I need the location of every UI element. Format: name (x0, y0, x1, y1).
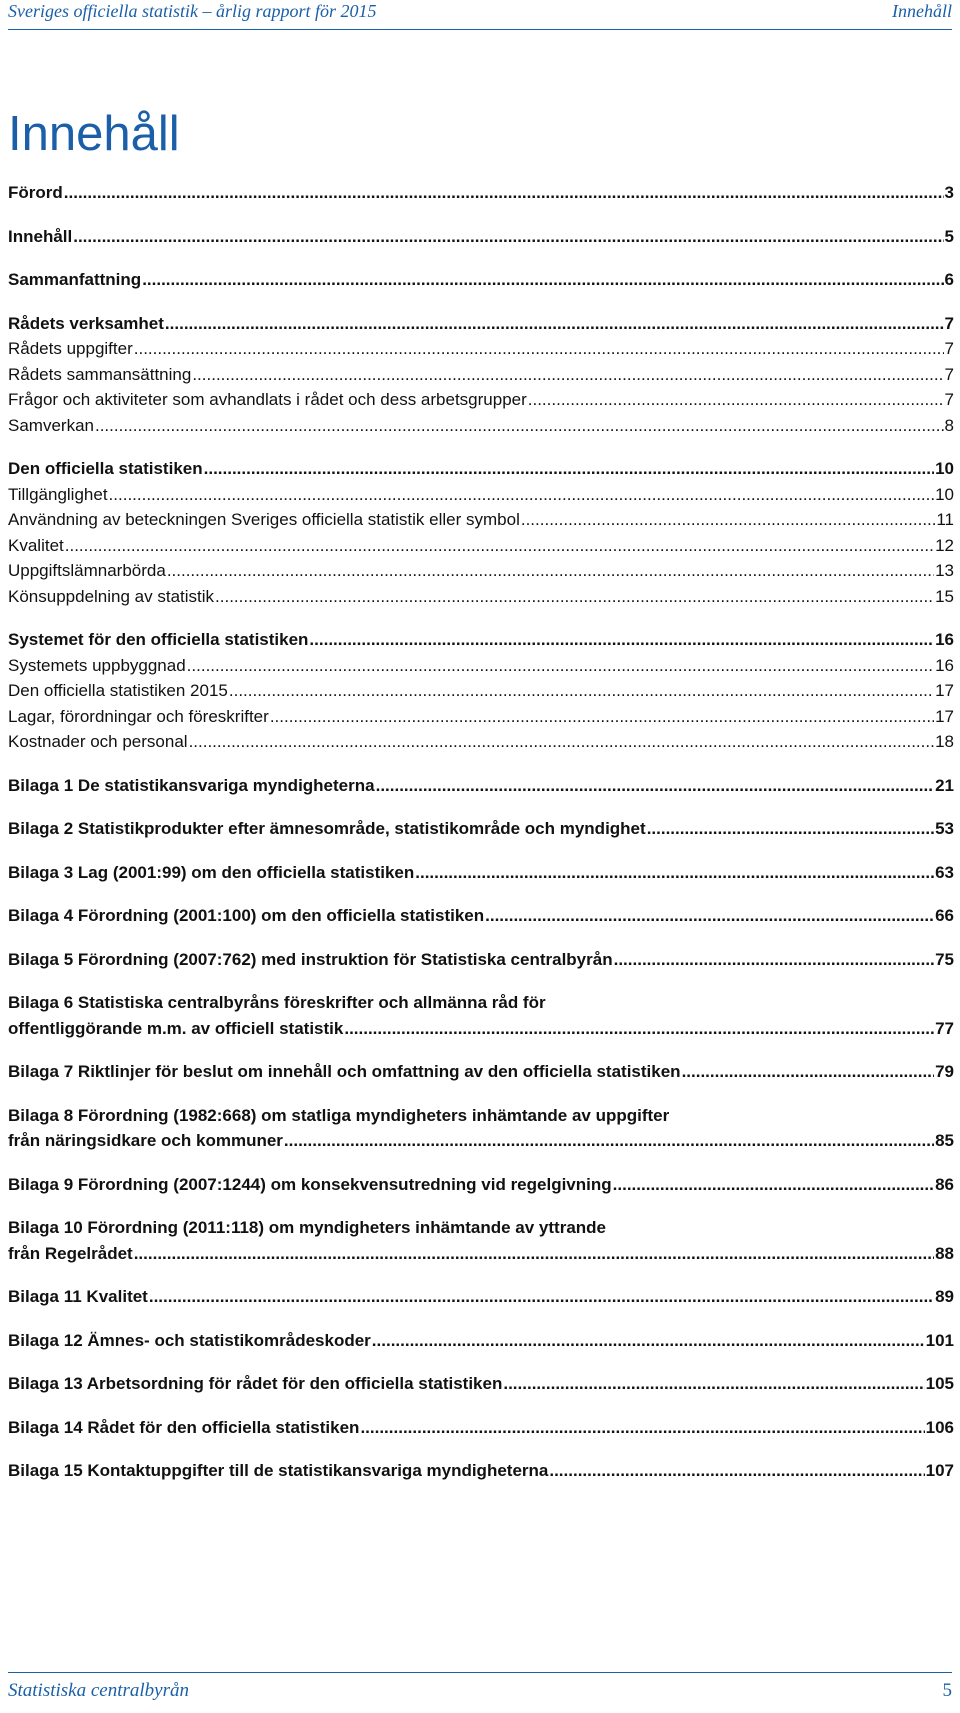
toc-entry-title: Bilaga 1 De statistikansvariga myndigheterna (8, 775, 375, 795)
toc-entry-line (8, 816, 954, 842)
toc-entry-line (8, 1371, 954, 1397)
dot-leader (270, 704, 934, 730)
toc-entry-title: Tillgänglighet (8, 484, 108, 504)
toc-entry-page-number: 7 (944, 390, 954, 409)
toc-entry[interactable] (8, 1172, 954, 1198)
toc-entry-page-number: 101 (925, 1330, 954, 1350)
toc-entry-page-number: 63 (935, 862, 954, 882)
toc-entry-page-number: 77 (935, 1018, 954, 1038)
toc-entry[interactable] (8, 773, 954, 799)
toc-entry[interactable] (8, 627, 954, 653)
toc-entry-title: Den officiella statistiken (8, 459, 203, 478)
toc-entry-page-number: 7 (944, 339, 954, 358)
toc-entry[interactable] (8, 180, 954, 206)
toc-entry-page-number: 85 (935, 1131, 954, 1150)
toc-entry-title-line-1: Bilaga 6 Statistiska centralbyråns föreskrifter och allmänna råd för (8, 993, 546, 1012)
toc-entry-page-number: 10 (935, 484, 954, 504)
toc-entry-title: Systemets uppbyggnad (8, 655, 186, 675)
toc-entry-line (8, 267, 954, 293)
toc-entry[interactable] (8, 903, 954, 929)
toc-entry-line (8, 773, 954, 799)
header-section-name: Innehåll (892, 1, 952, 21)
page-title: Innehåll (8, 107, 180, 161)
toc-entry-line (8, 456, 954, 482)
toc-entry[interactable] (8, 704, 954, 730)
toc-entry-title: Bilaga 4 Förordning (2001:100) om den officiella statistiken (8, 906, 485, 925)
dot-leader (64, 180, 944, 206)
toc-entry-title: Sammanfattning (8, 270, 142, 289)
header-rule (8, 29, 952, 30)
toc-entry-page-number: 106 (925, 1417, 954, 1437)
toc-entry-title-line-1: Bilaga 10 Förordning (2011:118) om myndigheters inhämtande av yttrande (8, 1218, 606, 1237)
toc-entry-title: Den officiella statistiken 2015 (8, 681, 228, 700)
toc-entry-title: Systemet för den officiella statistiken (8, 630, 309, 649)
dot-leader (134, 336, 944, 362)
dot-leader (187, 653, 934, 679)
toc-entry-title: Bilaga 2 Statistikprodukter efter ämnesområde, statistikområde och myndighet (8, 819, 646, 838)
toc-entry-title: Rådets uppgifter (8, 339, 133, 358)
toc-entry[interactable] (8, 482, 954, 508)
toc-entry-title: Rådets verksamhet (8, 313, 164, 333)
toc-entry-page-number: 18 (935, 732, 954, 751)
toc-entry-line (8, 387, 954, 413)
toc-entry-line (8, 1128, 954, 1154)
toc-entry[interactable] (8, 653, 954, 679)
toc-entry[interactable] (8, 678, 954, 704)
toc-entry-title: Lagar, förordningar och föreskrifter (8, 706, 269, 726)
toc-entry[interactable] (8, 456, 954, 482)
toc-entry[interactable] (8, 1059, 954, 1085)
toc-entry[interactable] (8, 507, 954, 533)
toc-entry[interactable] (8, 1458, 954, 1484)
toc-entry-page-number: 7 (944, 313, 954, 333)
toc-entry-page-number: 75 (935, 949, 954, 969)
toc-entry-title: Bilaga 3 Lag (2001:99) om den officiella statistiken (8, 862, 415, 882)
toc-entry-line (8, 860, 954, 886)
table-of-contents (8, 180, 954, 1484)
toc-entry-title: Bilaga 12 Ämnes- och statistikområdeskoder (8, 1330, 371, 1350)
dot-leader (344, 1016, 934, 1042)
toc-entry-title: Bilaga 7 Riktlinjer för beslut om innehåll och omfattning av den officiella statistiken (8, 1062, 681, 1081)
toc-entry-title: Bilaga 15 Kontaktuppgifter till de statistikansvariga myndigheterna (8, 1461, 549, 1480)
toc-entry-line (8, 584, 954, 610)
toc-entry-line (8, 482, 954, 508)
dot-leader (528, 387, 944, 413)
toc-entry-title: Förord (8, 183, 63, 202)
dot-leader (647, 816, 934, 842)
toc-entry-line (8, 729, 954, 755)
toc-entry-page-number: 6 (944, 270, 954, 289)
dot-leader (215, 584, 934, 610)
toc-entry[interactable] (8, 1371, 954, 1397)
dot-leader (682, 1059, 935, 1085)
toc-entry-page-number: 12 (935, 535, 954, 555)
dot-leader (167, 558, 934, 584)
toc-entry[interactable] (8, 413, 954, 439)
toc-entry-line (8, 947, 954, 973)
toc-entry-line (8, 336, 954, 362)
toc-entry[interactable] (8, 1415, 954, 1441)
header-report-title: Sveriges officiella statistik – årlig rapport för 2015 (8, 1, 377, 21)
toc-entry[interactable] (8, 336, 954, 362)
toc-entry-line (8, 362, 954, 388)
toc-entry[interactable] (8, 1215, 954, 1266)
toc-entry-page-number: 89 (935, 1287, 954, 1306)
toc-entry-line (8, 1328, 954, 1354)
toc-entry[interactable] (8, 990, 954, 1041)
toc-entry-line (8, 224, 954, 250)
dot-leader (376, 773, 934, 799)
toc-entry[interactable] (8, 311, 954, 337)
toc-entry[interactable] (8, 387, 954, 413)
dot-leader (142, 267, 943, 293)
dot-leader (192, 362, 943, 388)
toc-entry-line (8, 1458, 954, 1484)
toc-entry-page-number: 88 (935, 1243, 954, 1263)
toc-entry-line (8, 678, 954, 704)
toc-entry-page-number: 7 (944, 364, 954, 384)
toc-entry-page-number: 11 (936, 510, 954, 529)
toc-entry-line (8, 180, 954, 206)
toc-entry-title: Användning av beteckningen Sveriges officiella statistik eller symbol (8, 510, 520, 529)
dot-leader (614, 947, 934, 973)
toc-entry-page-number: 3 (944, 183, 954, 202)
toc-entry-line (8, 1172, 954, 1198)
toc-entry-line (8, 413, 954, 439)
dot-leader (189, 729, 935, 755)
toc-entry[interactable] (8, 362, 954, 388)
toc-entry[interactable] (8, 584, 954, 610)
toc-entry-title: Bilaga 11 Kvalitet (8, 1287, 148, 1306)
toc-entry-line (8, 1016, 954, 1042)
toc-entry-line (8, 627, 954, 653)
dot-leader (134, 1241, 934, 1267)
toc-entry-line (8, 533, 954, 559)
toc-entry-line (8, 903, 954, 929)
toc-entry-line (8, 558, 954, 584)
toc-entry-page-number: 17 (935, 681, 954, 700)
dot-leader (549, 1458, 924, 1484)
toc-entry-page-number: 17 (935, 706, 954, 726)
dot-leader (415, 860, 934, 886)
toc-entry-title: Innehåll (8, 226, 73, 246)
dot-leader (284, 1128, 934, 1154)
toc-entry[interactable] (8, 1328, 954, 1354)
toc-entry-title: från Regelrådet (8, 1243, 133, 1263)
toc-entry-page-number: 16 (935, 655, 954, 675)
toc-entry[interactable] (8, 816, 954, 842)
toc-entry-title: Frågor och aktiviteter som avhandlats i rådet och dess arbetsgrupper (8, 390, 527, 409)
toc-entry-page-number: 16 (935, 630, 954, 649)
dot-leader (485, 903, 934, 929)
toc-entry[interactable] (8, 860, 954, 886)
toc-entry-line (8, 507, 954, 533)
toc-entry-title: från näringsidkare och kommuner (8, 1131, 283, 1150)
toc-entry-title: Bilaga 9 Förordning (2007:1244) om konsekvensutredning vid regelgivning (8, 1174, 612, 1194)
toc-entry-page-number: 5 (944, 226, 954, 246)
toc-entry-title: Bilaga 13 Arbetsordning för rådet för den officiella statistiken (8, 1374, 503, 1393)
toc-entry-page-number: 8 (944, 415, 954, 435)
dot-leader (149, 1284, 934, 1310)
toc-entry-title: Kostnader och personal (8, 732, 188, 751)
toc-entry-title: Kvalitet (8, 535, 64, 555)
running-footer (0, 1672, 960, 1713)
dot-leader (165, 311, 944, 337)
toc-entry-title: Uppgiftslämnarbörda (8, 561, 166, 580)
toc-entry[interactable] (8, 533, 954, 559)
toc-entry-title: Samverkan (8, 415, 94, 435)
dot-leader (309, 627, 934, 653)
dot-leader (360, 1415, 924, 1441)
dot-leader (65, 533, 934, 559)
toc-entry-line (8, 1059, 954, 1085)
dot-leader (109, 482, 935, 508)
page-number: 5 (942, 1680, 952, 1701)
toc-entry-page-number: 86 (935, 1174, 954, 1194)
toc-entry-page-number: 10 (935, 459, 954, 478)
dot-leader (521, 507, 935, 533)
toc-entry[interactable] (8, 558, 954, 584)
toc-entry-page-number: 105 (925, 1374, 954, 1393)
toc-entry-title: Könsuppdelning av statistik (8, 586, 215, 606)
dot-leader (204, 456, 934, 482)
toc-entry-line (8, 1241, 954, 1267)
toc-entry-line (8, 311, 954, 337)
toc-entry-page-number: 13 (935, 561, 954, 580)
toc-entry-page-number: 53 (935, 819, 954, 838)
toc-entry-title-line-1: Bilaga 8 Förordning (1982:668) om statliga myndigheters inhämtande av uppgifter (8, 1105, 670, 1125)
toc-entry-page-number: 79 (935, 1062, 954, 1081)
toc-entry-line (8, 1284, 954, 1310)
footer-publisher: Statistiska centralbyrån (8, 1680, 190, 1701)
toc-entry-title: offentliggörande m.m. av officiell statistik (8, 1018, 344, 1038)
toc-entry-line (8, 653, 954, 679)
dot-leader (73, 224, 943, 250)
toc-entry[interactable] (8, 729, 954, 755)
dot-leader (613, 1172, 934, 1198)
toc-entry[interactable] (8, 267, 954, 293)
dot-leader (229, 678, 934, 704)
toc-entry[interactable] (8, 224, 954, 250)
footer-rule (8, 1672, 952, 1673)
toc-entry-line (8, 1415, 954, 1441)
toc-entry-page-number: 107 (925, 1461, 954, 1480)
dot-leader (95, 413, 944, 439)
toc-entry-title: Rådets sammansättning (8, 364, 192, 384)
dot-leader (503, 1371, 924, 1397)
toc-entry[interactable] (8, 947, 954, 973)
running-header (0, 0, 960, 40)
toc-entry-title: Bilaga 14 Rådet för den officiella statistiken (8, 1417, 360, 1437)
toc-entry-page-number: 21 (935, 775, 954, 795)
toc-entry-page-number: 66 (935, 906, 954, 925)
toc-entry-title: Bilaga 5 Förordning (2007:762) med instruktion för Statistiska centralbyrån (8, 949, 613, 969)
toc-entry[interactable] (8, 1103, 954, 1154)
dot-leader (372, 1328, 925, 1354)
toc-entry[interactable] (8, 1284, 954, 1310)
toc-entry-page-number: 15 (935, 586, 954, 606)
toc-entry-line (8, 704, 954, 730)
